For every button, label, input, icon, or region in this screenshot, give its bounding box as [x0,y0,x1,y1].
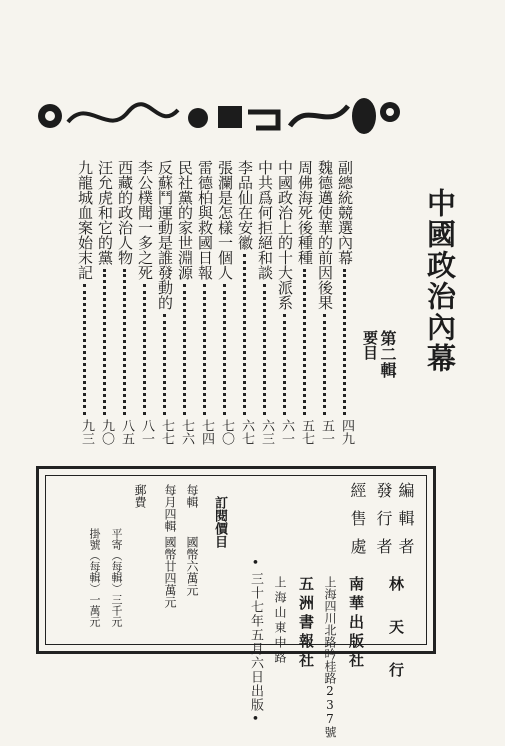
toc-entry-title: 九龍城血案始末記 [76,160,94,280]
toc-entry-page: 九〇 [99,419,114,445]
toc-entry-page: 七七 [159,419,174,445]
toc-leader-dots [203,284,206,415]
postage-registered: 掛號（每輯）一萬元 [88,528,101,627]
toc-heading: 要目 [361,330,379,360]
postage-regular: 平寄（每輯）三千元 [110,528,123,627]
toc-entry-title: 李品仙在安徽 [236,160,254,250]
toc-entry-title: 中國政治上的十大派系 [276,160,294,310]
toc-leader-dots [303,269,306,415]
toc-entry-page: 九三 [79,419,94,445]
toc-entry-page: 七四 [199,419,214,445]
toc-entry-title: 汪允虎和它的黨 [96,160,114,265]
toc-entry-page: 八一 [139,419,154,445]
toc-entry-page: 八五 [119,419,134,445]
toc-entry-page: 六一 [279,419,294,445]
colophon [36,466,436,738]
toc-leader-dots [223,284,226,415]
volume-label: 第二輯 [378,330,397,378]
toc-entry-page: 七〇 [219,419,234,445]
toc-entry-title: 魏德邁使華的前因後果 [316,160,334,310]
toc-leader-dots [103,269,106,415]
toc-leader-dots [83,284,86,415]
toc-leader-dots [243,254,246,415]
toc-entry-title: 李公樸聞一多之死 [136,160,154,280]
per-issue-label: 每輯 [185,484,199,508]
toc-leader-dots [323,314,326,415]
toc-leader-dots [123,269,126,415]
toc-leader-dots [143,284,146,415]
editor-label: 編輯者 [396,482,415,566]
distributor-name: 五洲書報社 [297,576,315,671]
toc-entry-page: 五七 [299,419,314,445]
distributor-address: 上海山東中路 [273,576,287,666]
monthly-price: 國幣廿四萬元 [163,536,177,608]
toc-leader-dots [163,314,166,415]
distributor-label: 經售處 [348,482,367,566]
postage-label: 郵費 [133,484,147,508]
toc-entry [72,160,96,445]
publisher-label: 發行者 [374,482,393,566]
publisher-address: 上海四川北路吟桂路237號 [323,576,337,738]
toc-entry-title: 副總統競選內幕 [336,160,354,265]
toc-leader-dots [283,314,286,415]
per-issue-price: 國幣六萬元 [185,536,199,596]
toc-entry-title: 張瀾是怎樣一個人 [216,160,234,280]
subscription-price-label: 訂閱價目 [212,496,227,548]
toc-entry-page: 六三 [259,419,274,445]
toc-entry-title: 中共爲何拒絕和談 [256,160,274,280]
toc-entry-page: 五一 [319,419,334,445]
toc-entry-title: 反蘇鬥運動是誰發動的 [156,160,174,310]
toc-entry-page: 七六 [179,419,194,445]
editor-name: 林天行 [387,576,405,705]
toc-entry-title: 雷德柏與救國日報 [196,160,214,280]
toc-entry-title: 周佛海死後種種 [296,160,314,265]
toc-leader-dots [343,269,346,415]
decorative-floral-border [28,92,410,142]
monthly-label: 每月四輯 [163,484,177,532]
toc-entry-title: 民社黨的家世淵源 [176,160,194,280]
toc-entry-page: 四九 [339,419,354,445]
toc-leader-dots [263,284,266,415]
toc-entry-title: 西藏的政治人物 [116,160,134,265]
toc-leader-dots [183,284,186,415]
publication-date: •三十七年五月六日出版• [248,556,263,728]
publisher-name: 南華出版社 [347,576,365,671]
book-title: 中國政治內幕 [423,188,457,374]
toc-entry-page: 六七 [239,419,254,445]
